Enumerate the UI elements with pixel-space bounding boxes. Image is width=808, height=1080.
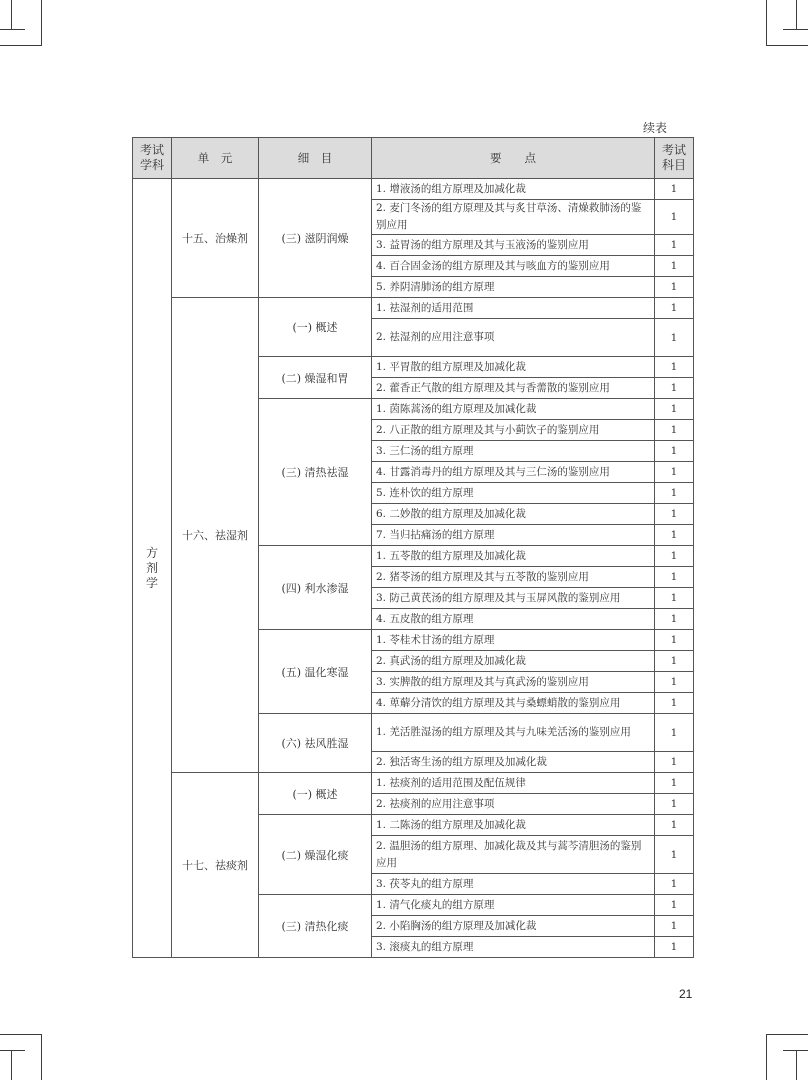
crop-mark: [766, 1034, 767, 1080]
point-cell: 4. 萆薢分清饮的组方原理及其与桑螵蛸散的鉴别应用: [372, 693, 655, 714]
crop-mark: [41, 0, 42, 46]
point-cell: 6. 二妙散的组方原理及加减化裁: [372, 504, 655, 525]
point-cell: 3. 滚痰丸的组方原理: [372, 937, 655, 958]
detail-cell: (二) 燥湿和胃: [259, 357, 372, 399]
crop-mark: [796, 0, 797, 30]
score-cell: 1: [655, 651, 694, 672]
score-cell: 1: [655, 298, 694, 319]
point-cell: 2. 猪苓汤的组方原理及其与五苓散的鉴别应用: [372, 567, 655, 588]
point-cell: 3. 实脾散的组方原理及其与真武汤的鉴别应用: [372, 672, 655, 693]
score-cell: 1: [655, 773, 694, 794]
point-cell: 2. 小陷胸汤的组方原理及加减化裁: [372, 916, 655, 937]
score-cell: 1: [655, 179, 694, 200]
detail-cell: (三) 滋阴润燥: [259, 179, 372, 298]
score-cell: 1: [655, 357, 694, 378]
crop-mark: [11, 1050, 12, 1080]
unit-cell: 十七、祛痰剂: [172, 773, 259, 958]
crop-mark: [0, 29, 25, 30]
score-cell: 1: [655, 630, 694, 651]
point-cell: 5. 连朴饮的组方原理: [372, 483, 655, 504]
detail-cell: (三) 清热祛湿: [259, 399, 372, 546]
score-cell: 1: [655, 874, 694, 895]
score-cell: 1: [655, 399, 694, 420]
point-cell: 2. 祛痰剂的应用注意事项: [372, 794, 655, 815]
score-cell: 1: [655, 752, 694, 773]
score-cell: 1: [655, 672, 694, 693]
point-cell: 1. 苓桂术甘汤的组方原理: [372, 630, 655, 651]
point-cell: 3. 茯苓丸的组方原理: [372, 874, 655, 895]
score-cell: 1: [655, 895, 694, 916]
point-cell: 7. 当归拈痛汤的组方原理: [372, 525, 655, 546]
crop-mark: [796, 1050, 797, 1080]
score-cell: 1: [655, 483, 694, 504]
table-body: [133, 179, 694, 958]
table-row: [133, 298, 694, 319]
detail-cell: (四) 利水渗湿: [259, 546, 372, 630]
detail-cell: (二) 燥湿化痰: [259, 815, 372, 895]
point-cell: 5. 养阴清肺汤的组方原理: [372, 277, 655, 298]
unit-cell: 十五、治燥剂: [172, 179, 259, 298]
point-cell: 2. 独活寄生汤的组方原理及加减化裁: [372, 752, 655, 773]
point-cell: 1. 羌活胜湿汤的组方原理及其与九味羌活汤的鉴别应用: [372, 714, 655, 752]
point-cell: 2. 祛湿剂的应用注意事项: [372, 319, 655, 357]
point-cell: 2. 八正散的组方原理及其与小蓟饮子的鉴别应用: [372, 420, 655, 441]
header-subject: 考试学科: [133, 138, 172, 179]
crop-mark: [41, 1034, 42, 1080]
score-cell: 1: [655, 916, 694, 937]
score-cell: 1: [655, 235, 694, 256]
detail-cell: (六) 祛风胜湿: [259, 714, 372, 773]
score-cell: 1: [655, 525, 694, 546]
page-number: 21: [679, 987, 693, 1001]
detail-cell: (一) 概述: [259, 298, 372, 357]
crop-mark: [11, 0, 12, 30]
header-unit: 单 元: [172, 138, 259, 179]
score-cell: 1: [655, 567, 694, 588]
crop-mark: [783, 1050, 808, 1051]
crop-mark: [0, 45, 41, 46]
point-cell: 2. 藿香正气散的组方原理及其与香薷散的鉴别应用: [372, 378, 655, 399]
crop-mark: [0, 1034, 41, 1035]
point-cell: 1. 清气化痰丸的组方原理: [372, 895, 655, 916]
score-cell: 1: [655, 815, 694, 836]
point-cell: 1. 平胃散的组方原理及加减化裁: [372, 357, 655, 378]
point-cell: 1. 二陈汤的组方原理及加减化裁: [372, 815, 655, 836]
score-cell: 1: [655, 420, 694, 441]
syllabus-table: [132, 137, 694, 958]
point-cell: 3. 三仁汤的组方原理: [372, 441, 655, 462]
score-cell: 1: [655, 462, 694, 483]
score-cell: 1: [655, 588, 694, 609]
score-cell: 1: [655, 693, 694, 714]
point-cell: 3. 防己黄芪汤的组方原理及其与玉屏风散的鉴别应用: [372, 588, 655, 609]
subject-cell: 方剂学: [133, 179, 172, 958]
crop-mark: [783, 29, 808, 30]
point-cell: 4. 百合固金汤的组方原理及其与咳血方的鉴别应用: [372, 256, 655, 277]
point-cell: 4. 五皮散的组方原理: [372, 609, 655, 630]
crop-mark: [766, 45, 808, 46]
detail-cell: (一) 概述: [259, 773, 372, 815]
score-cell: 1: [655, 546, 694, 567]
crop-mark: [766, 1034, 808, 1035]
detail-cell: (五) 温化寒湿: [259, 630, 372, 714]
score-cell: 1: [655, 441, 694, 462]
score-cell: 1: [655, 937, 694, 958]
point-cell: 1. 增液汤的组方原理及加减化裁: [372, 179, 655, 200]
score-cell: 1: [655, 319, 694, 357]
point-cell: 2. 麦门冬汤的组方原理及其与炙甘草汤、清燥救肺汤的鉴别应用: [372, 200, 655, 235]
score-cell: 1: [655, 609, 694, 630]
header-points: 要 点: [372, 138, 655, 179]
score-cell: 1: [655, 378, 694, 399]
crop-mark: [766, 0, 767, 46]
table-header-row: [133, 138, 694, 179]
score-cell: 1: [655, 504, 694, 525]
header-score: 考试科目: [655, 138, 694, 179]
score-cell: 1: [655, 277, 694, 298]
point-cell: 2. 温胆汤的组方原理、加减化裁及其与蒿芩清胆汤的鉴别应用: [372, 836, 655, 874]
point-cell: 1. 祛痰剂的适用范围及配伍规律: [372, 773, 655, 794]
table-continued-caption: 续表: [643, 121, 668, 135]
point-cell: 3. 益胃汤的组方原理及其与玉液汤的鉴别应用: [372, 235, 655, 256]
unit-cell: 十六、祛湿剂: [172, 298, 259, 773]
point-cell: 4. 甘露消毒丹的组方原理及其与三仁汤的鉴别应用: [372, 462, 655, 483]
point-cell: 1. 茵陈蒿汤的组方原理及加减化裁: [372, 399, 655, 420]
point-cell: 2. 真武汤的组方原理及加减化裁: [372, 651, 655, 672]
header-detail: 细 目: [259, 138, 372, 179]
score-cell: 1: [655, 836, 694, 874]
score-cell: 1: [655, 200, 694, 235]
table-row: [133, 773, 694, 794]
point-cell: 1. 五苓散的组方原理及加减化裁: [372, 546, 655, 567]
point-cell: 1. 祛湿剂的适用范围: [372, 298, 655, 319]
table-row: [133, 179, 694, 200]
detail-cell: (三) 清热化痰: [259, 895, 372, 958]
score-cell: 1: [655, 714, 694, 752]
crop-mark: [0, 1050, 25, 1051]
score-cell: 1: [655, 256, 694, 277]
score-cell: 1: [655, 794, 694, 815]
